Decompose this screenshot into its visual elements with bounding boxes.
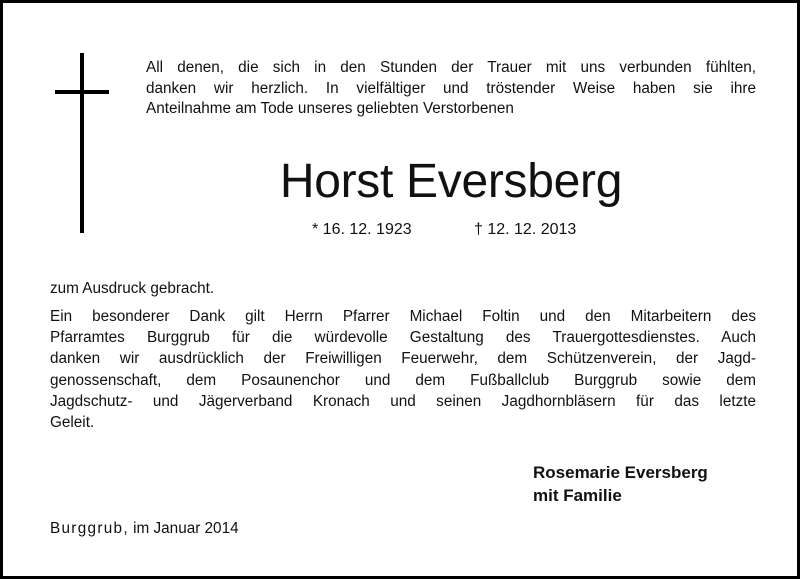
signature-name: Rosemarie Eversberg: [533, 463, 708, 482]
intro-line: danken wir herzlich. In vielfältiger und tröstender Weise haben sie ihre: [146, 79, 756, 97]
cross-vertical-bar: [80, 53, 84, 233]
birth-date: * 16. 12. 1923: [312, 221, 412, 238]
deceased-name: Horst Eversberg: [279, 155, 623, 208]
place-name: Burggrub,: [50, 520, 129, 537]
thanks-line: Jagdschutz- und Jägerverband Kronach und seinen Jagdhornbläsern für das letzte: [50, 392, 756, 410]
intro-paragraph: [146, 58, 756, 120]
signature: [533, 461, 708, 507]
thanks-line: Geleit.: [50, 414, 95, 432]
thanks-line: Pfarramtes Burggrub für die würdevolle Gestaltung des Trauergottesdienstes. Auch: [50, 329, 756, 347]
death-date: † 12. 12. 2013: [474, 221, 577, 238]
thanks-line: genossenschaft, dem Posaunenchor und dem Fußballclub Burggrub sowie dem: [50, 371, 756, 389]
intro-line: Anteilnahme am Tode unseres geliebten Verstorbenen: [146, 100, 514, 117]
thanks-line: danken wir ausdrücklich der Freiwilligen Feuerwehr, dem Schützenverein, der Jagd-: [50, 350, 756, 368]
date-text: im Januar 2014: [133, 520, 239, 537]
place-date: [50, 519, 239, 539]
cross-horizontal-bar: [55, 90, 109, 94]
expression-line: zum Ausdruck gebracht.: [50, 280, 215, 297]
thanks-paragraph: [50, 306, 756, 433]
signature-family: mit Familie: [533, 486, 622, 505]
intro-line: All denen, die sich in den Stunden der Trauer mit uns verbunden fühlten,: [146, 59, 756, 76]
thanks-line: Ein besonderer Dank gilt Herrn Pfarrer Michael Foltin und den Mitarbeitern des: [50, 308, 756, 325]
